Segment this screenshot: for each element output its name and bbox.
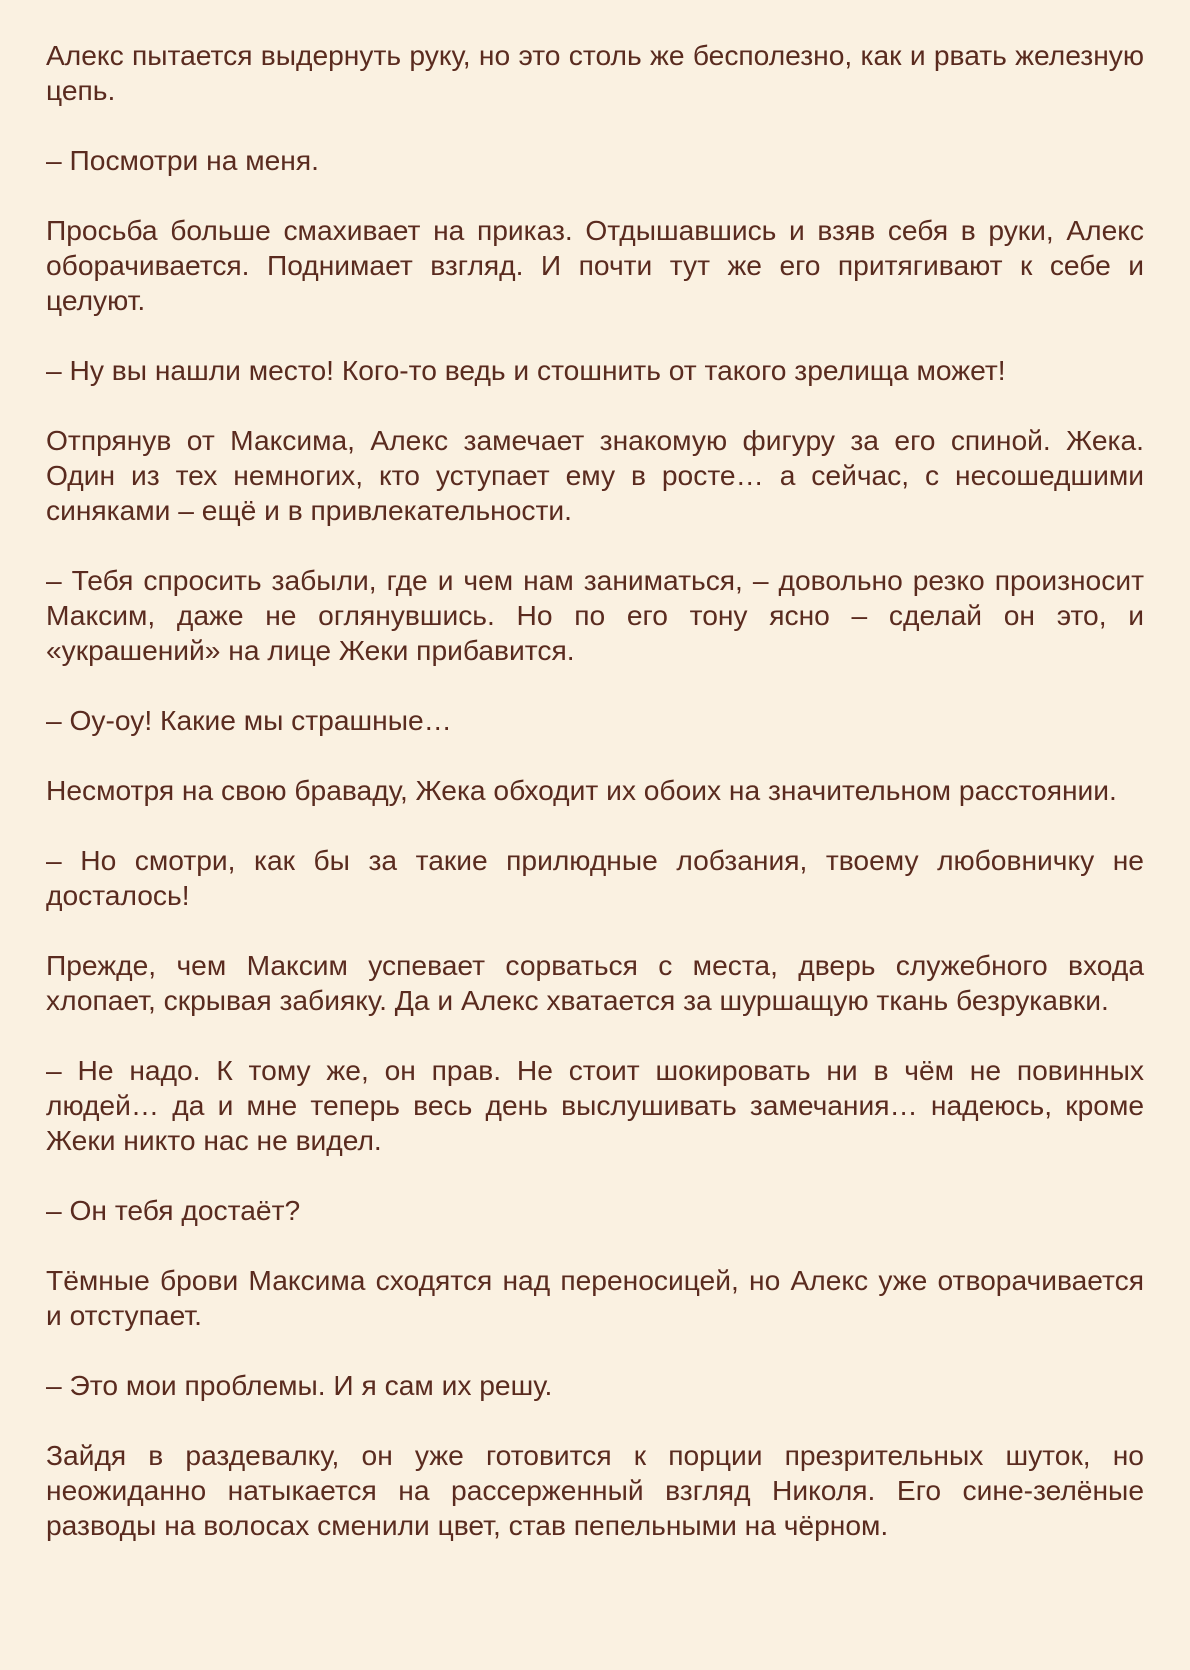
dialogue-line: – Не надо. К тому же, он прав. Не стоит шокировать ни в чём не повинных людей… да и мне теперь весь день выслушивать замечания… надеюсь, кроме Жеки никто нас не видел. <box>46 1054 1144 1156</box>
paragraph: Тёмные брови Максима сходятся над переносицей, но Алекс уже отворачивается и отступает. <box>46 1264 1144 1331</box>
dialogue-line: – Посмотри на меня. <box>46 144 319 176</box>
paragraph: Алекс пытается выдернуть руку, но это столь же бесполезно, как и рвать железную цепь. <box>46 39 1144 106</box>
dialogue-line: – Он тебя достаёт? <box>46 1194 301 1226</box>
paragraph: Просьба больше смахивает на приказ. Отдышавшись и взяв себя в руки, Алекс оборачивается. Поднимает взгляд. И почти тут же его притягивают к себе и целуют. <box>46 214 1144 316</box>
paragraph: Несмотря на свою браваду, Жека обходит их обоих на значительном расстоянии. <box>46 774 1117 806</box>
dialogue-line: – Это мои проблемы. И я сам их решу. <box>46 1369 553 1401</box>
paragraph: Зайдя в раздевалку, он уже готовится к порции презрительных шуток, но неожиданно натыкается на рассерженный взгляд Николя. Его сине-зелёные разводы на волосах сменили цвет, став пепельными на чёрном. <box>46 1439 1144 1541</box>
dialogue-line: – Оу-оу! Какие мы страшные… <box>46 704 452 736</box>
paragraph: Отпрянув от Максима, Алекс замечает знакомую фигуру за его спиной. Жека. Один из тех немногих, кто уступает ему в росте… а сейчас, с несошедшими синяками – ещё и в привлекательности. <box>46 424 1144 526</box>
dialogue-line: – Тебя спросить забыли, где и чем нам заниматься, – довольно резко произносит Максим, даже не оглянувшись. Но по его тону ясно – сделай он это, и «украшений» на лице Жеки прибавится. <box>46 564 1144 666</box>
dialogue-line: – Но смотри, как бы за такие прилюдные лобзания, твоему любовничку не досталось! <box>46 844 1144 911</box>
paragraph: Прежде, чем Максим успевает сорваться с места, дверь служебного входа хлопает, скрывая забияку. Да и Алекс хватается за шуршащую ткань безрукавки. <box>46 949 1144 1016</box>
dialogue-line: – Ну вы нашли место! Кого-то ведь и стошнить от такого зрелища может! <box>46 354 1006 386</box>
